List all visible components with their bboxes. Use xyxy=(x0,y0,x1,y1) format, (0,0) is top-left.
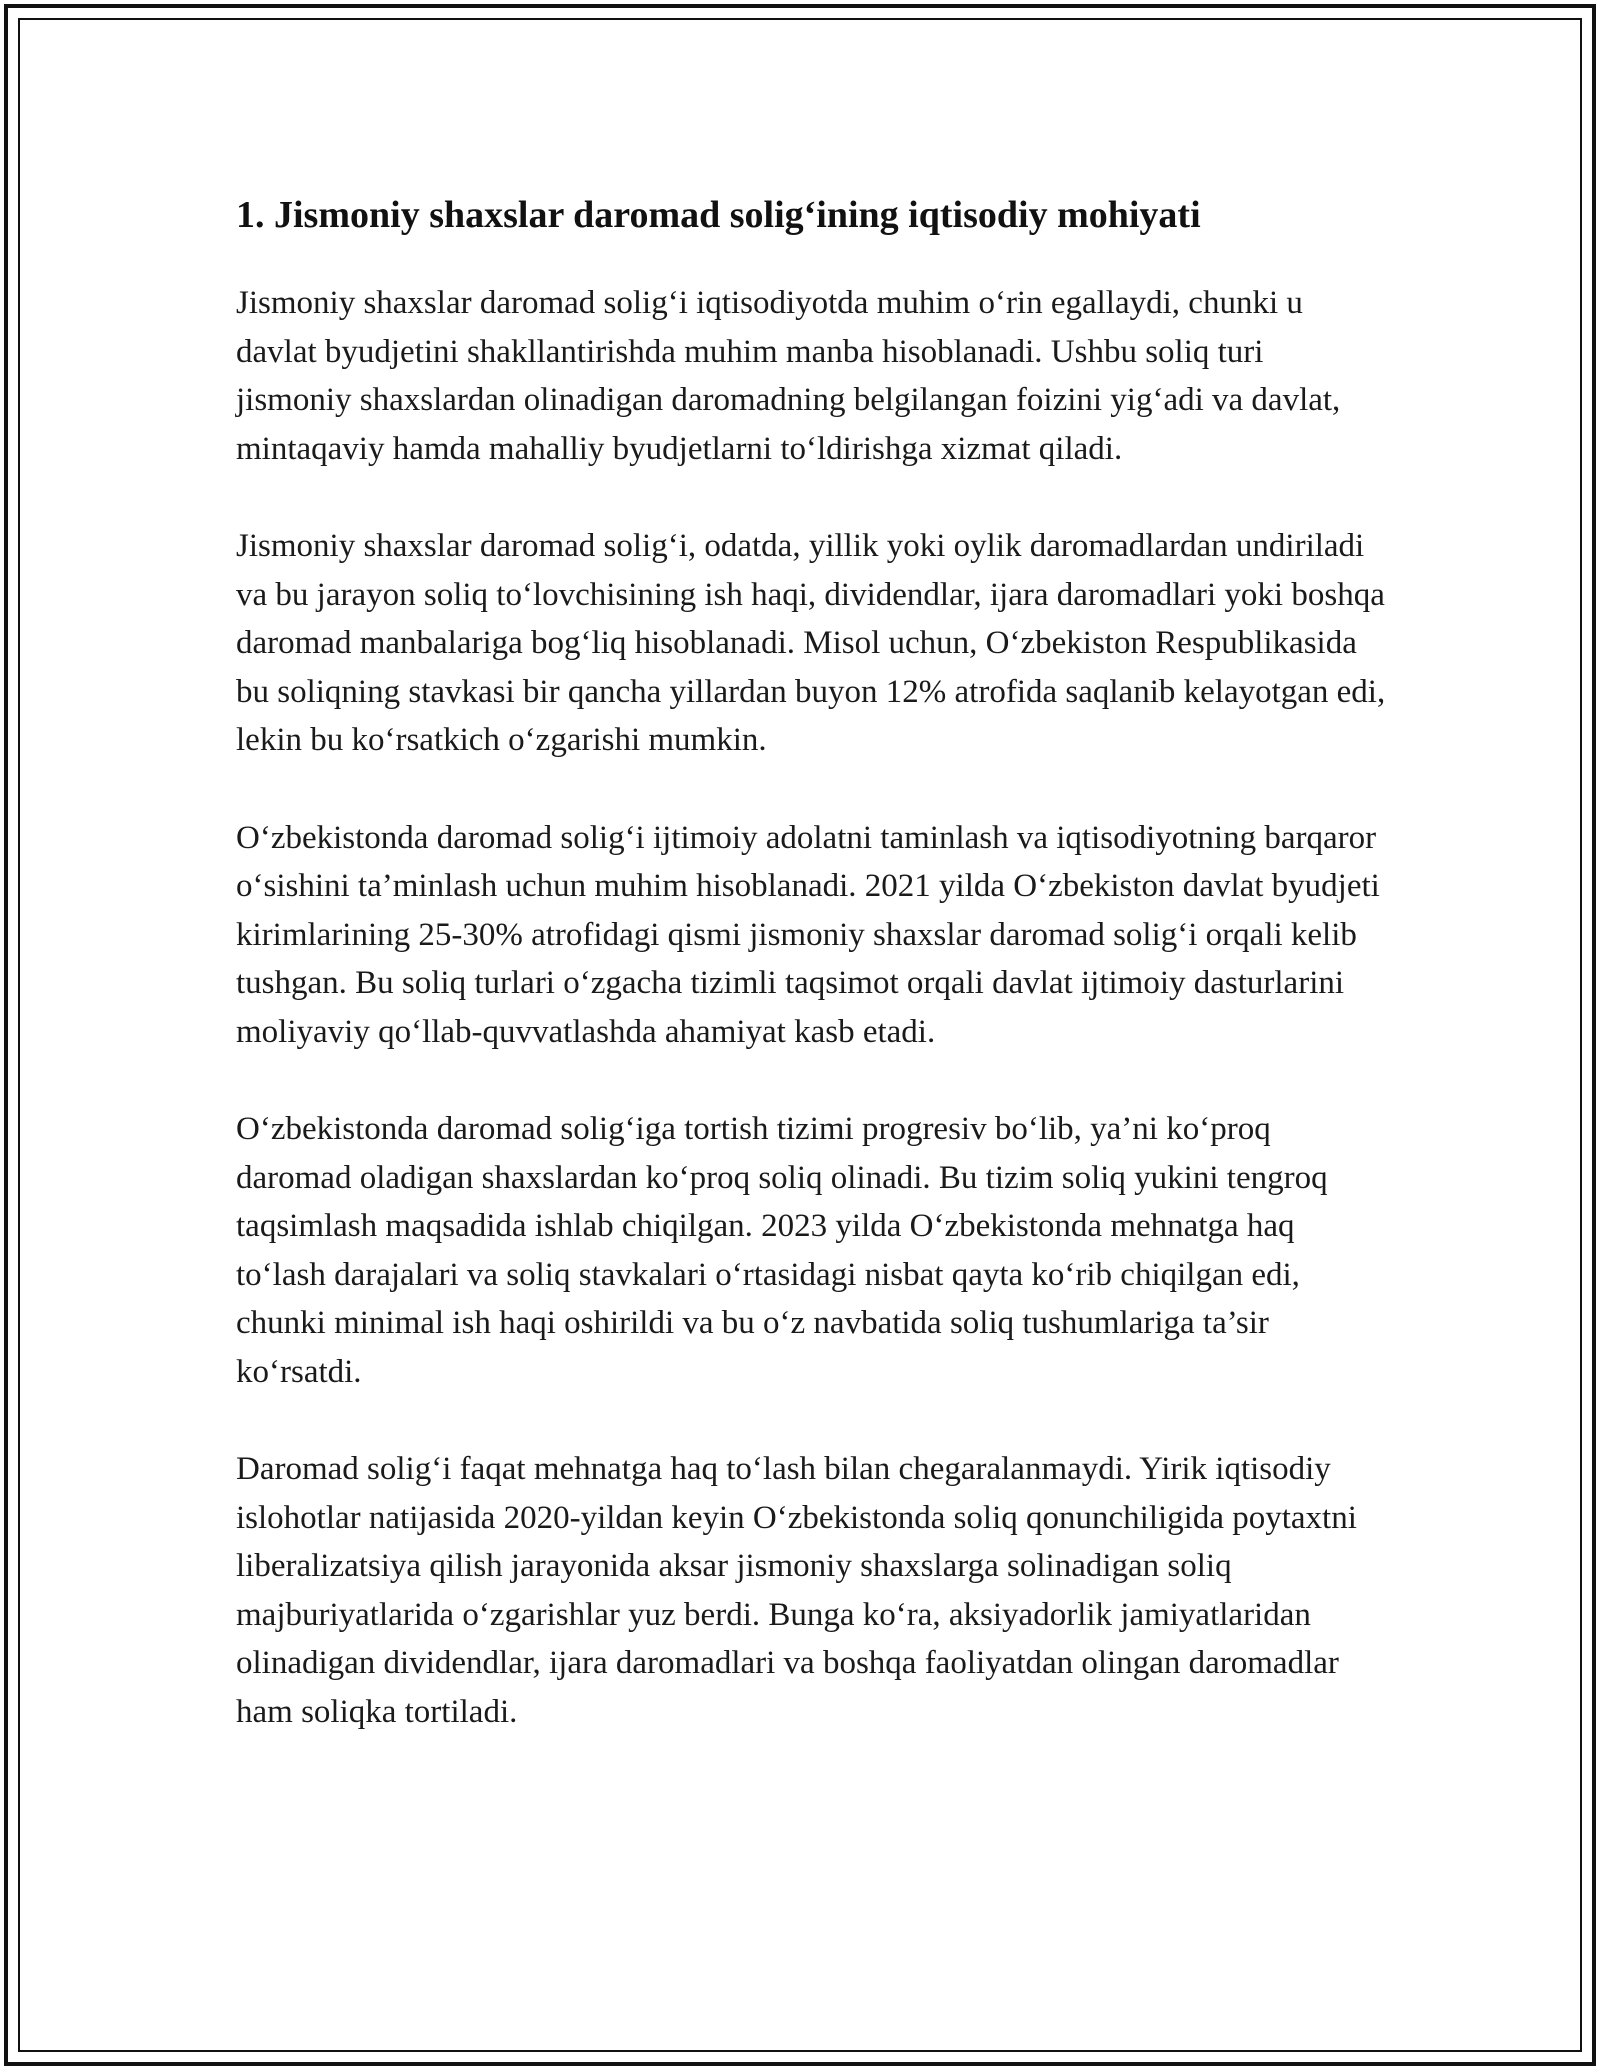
paragraph-1: Jismoniy shaxslar daromad solig‘i iqtisodiyotda muhim o‘rin egallaydi, chunki u davlat byudjetini shakllantirishda muhim manba hisoblanadi. Ushbu soliq turi jismoniy shaxslardan olinadigan daromadning belgilangan foizini yig‘adi va davlat, mintaqaviy hamda mahalliy byudjetlarni to‘ldirishga xizmat qiladi. xyxy=(236,285,1341,467)
paragraph-5: Daromad solig‘i faqat mehnatga haq to‘lash bilan chegaralanmaydi. Yirik iqtisodiy islohotlar natijasida 2020-yildan keyin O‘zbekistonda soliq qonunchiligida poytaxtni liberalizatsiya qilish jarayonida aksar jismoniy shaxslarga solinadigan soliq majburiyatlarida o‘zgarishlar yuz berdi. Bunga ko‘ra, aksiyadorlik jamiyatlaridan olinadigan dividendlar, ijara daromadlari va boshqa faoliyatdan olingan daromadlar ham soliqka tortiladi. xyxy=(236,1451,1357,1730)
paragraph-2: Jismoniy shaxslar daromad solig‘i, odatda, yillik yoki oylik daromadlardan undiriladi va bu jarayon soliq to‘lovchisining ish haqi, dividendlar, ijara daromadlari yoki boshqa daromad manbalariga bog‘liq hisoblanadi. Misol uchun, O‘zbekiston Respublikasida bu soliqning stavkasi bir qancha yillardan buyon 12% atrofida saqlanib kelayotgan edi, lekin bu ko‘rsatkich o‘zgarishi mumkin. xyxy=(236,528,1386,758)
paragraph-3: O‘zbekistonda daromad solig‘i ijtimoiy adolatni taminlash va iqtisodiyotning barqaror o‘sishini ta’minlash uchun muhim hisoblanadi. 2021 yilda O‘zbekiston davlat byudjeti kirimlarining 25-30% atrofidagi qismi jismoniy shaxslar daromad solig‘i orqali kelib tushgan. Bu soliq turlari o‘zgacha tizimli taqsimot orqali davlat ijtimoiy dasturlarini moliyaviy qo‘llab-quvvatlashda ahamiyat kasb etadi. xyxy=(236,819,1380,1050)
section-title: 1. Jismoniy shaxslar daromad solig‘ining iqtisodiy mohiyati xyxy=(236,194,1201,236)
paragraph-4: O‘zbekistonda daromad solig‘iga tortish tizimi progresiv bo‘lib, ya’ni ko‘proq daromad oladigan shaxslardan ko‘proq soliq olinadi. Bu tizim soliq yukini tengroq taqsimlash maqsadida ishlab chiqilgan. 2023 yilda O‘zbekistonda mehnatga haq to‘lash darajalari va soliq stavkalari o‘rtasidagi nisbat qayta ko‘rib chiqilgan edi, chunki minimal ish haqi oshirildi va bu o‘z navbatida soliq tushumlariga ta’sir ko‘rsatdi. xyxy=(236,1111,1328,1390)
document-body xyxy=(236,185,1386,1736)
